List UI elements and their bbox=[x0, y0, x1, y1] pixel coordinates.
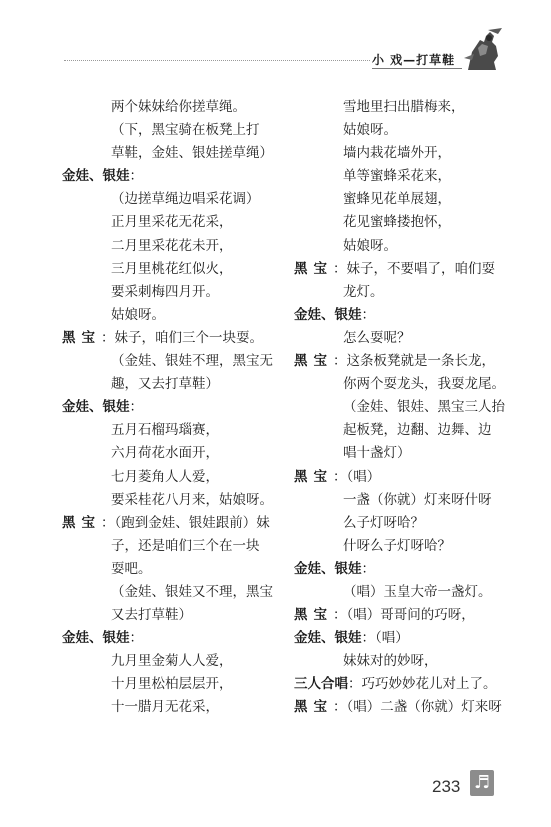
script-line bbox=[62, 327, 298, 350]
script-line bbox=[294, 211, 530, 234]
line-text: 要采刺梅四月开。 bbox=[111, 283, 219, 300]
line-text: 七月菱角人人爱， bbox=[111, 468, 219, 485]
speaker-name: 金娃、银娃 bbox=[62, 168, 130, 185]
script-line bbox=[62, 558, 298, 581]
line-text: 十一腊月无花采， bbox=[111, 699, 219, 716]
warrior-figure-icon bbox=[458, 28, 504, 72]
script-line bbox=[294, 281, 530, 304]
line-text: 要采桂花八月来，姑娘呀。 bbox=[111, 491, 273, 508]
line-text: 单等蜜蜂采花来， bbox=[343, 168, 451, 185]
line-text: 么子灯呀哈？ bbox=[343, 514, 424, 531]
script-line bbox=[294, 373, 530, 396]
script-line bbox=[62, 489, 298, 512]
script-line bbox=[62, 604, 298, 627]
line-text: 姑娘呀。 bbox=[343, 237, 397, 254]
script-line bbox=[294, 696, 530, 719]
speaker-colon: ： bbox=[129, 399, 143, 416]
line-text: 起板凳，边翻、边舞、边 bbox=[343, 422, 492, 439]
speaker-name: 三人合唱 bbox=[294, 676, 348, 693]
header-title: 小 戏—打草鞋 bbox=[372, 53, 456, 67]
line-text: 三月里桃花红似火， bbox=[111, 260, 233, 277]
script-line bbox=[294, 627, 530, 650]
line-text: （金娃、银娃又不理，黑宝 bbox=[111, 583, 273, 600]
line-text: 妹子，不要唱了，咱们耍 bbox=[346, 260, 495, 277]
script-line bbox=[294, 466, 530, 489]
line-text: 草鞋，金娃、银娃搓草绳） bbox=[111, 145, 273, 162]
speaker-colon: ： bbox=[129, 168, 143, 185]
line-text: 唱十盏灯） bbox=[343, 445, 411, 462]
script-line bbox=[294, 119, 530, 142]
line-text: 又去打草鞋） bbox=[111, 607, 192, 624]
line-text: 姑娘呀。 bbox=[111, 306, 165, 323]
line-text: 一盏（你就）灯来呀什呀 bbox=[343, 491, 492, 508]
line-text: （金娃、银娃、黑宝三人抬 bbox=[343, 399, 505, 416]
line-text: 这条板凳就是一条长龙， bbox=[346, 353, 495, 370]
speaker-name: 金娃、银娃 bbox=[62, 630, 130, 647]
line-text: （唱） bbox=[375, 630, 409, 647]
script-line bbox=[62, 211, 298, 234]
line-text: 龙灯。 bbox=[343, 283, 384, 300]
line-text: 妹子，咱们三个一块耍。 bbox=[114, 329, 263, 346]
speaker-name: 金娃、银娃 bbox=[294, 306, 362, 323]
script-line bbox=[294, 165, 530, 188]
script-line bbox=[62, 419, 298, 442]
script-line bbox=[294, 558, 530, 581]
script-line bbox=[294, 327, 530, 350]
line-text: 花见蜜蜂搂抱怀， bbox=[343, 214, 451, 231]
line-text: 趣，又去打草鞋） bbox=[111, 376, 219, 393]
line-text: （下，黑宝骑在板凳上打 bbox=[111, 122, 260, 139]
speaker-name: 金娃、银娃 bbox=[62, 399, 130, 416]
line-text: 妹妹对的妙呀， bbox=[343, 653, 438, 670]
speaker-name: 黑宝 bbox=[294, 468, 333, 485]
speaker-name: 黑宝 bbox=[62, 329, 101, 346]
speaker-name: 黑宝 bbox=[294, 607, 333, 624]
speaker-colon: ： bbox=[101, 329, 115, 346]
script-line bbox=[62, 466, 298, 489]
line-text: 二月里采花花未开， bbox=[111, 237, 233, 254]
header-dotted-rule bbox=[64, 60, 370, 61]
line-text: 姑娘呀。 bbox=[343, 122, 397, 139]
line-text: 怎么耍呢？ bbox=[343, 329, 411, 346]
script-line bbox=[62, 96, 298, 119]
script-line bbox=[62, 119, 298, 142]
script-line bbox=[62, 396, 298, 419]
line-text: （唱）二盏（你就）灯来呀 bbox=[346, 699, 502, 716]
script-line bbox=[62, 258, 298, 281]
script-line bbox=[294, 235, 530, 258]
line-text: 什呀么子灯呀哈？ bbox=[343, 537, 451, 554]
line-text: （唱） bbox=[346, 468, 381, 485]
script-line bbox=[62, 235, 298, 258]
speaker-name: 金娃、银娃 bbox=[294, 560, 362, 577]
script-line bbox=[294, 581, 530, 604]
line-text: 十月里松柏层层开， bbox=[111, 676, 233, 693]
speaker-colon: ： bbox=[361, 306, 375, 323]
script-line bbox=[62, 512, 298, 535]
script-line bbox=[62, 373, 298, 396]
script-line bbox=[62, 627, 298, 650]
script-line bbox=[62, 581, 298, 604]
script-line bbox=[62, 165, 298, 188]
script-line bbox=[62, 304, 298, 327]
left-text-column bbox=[62, 96, 298, 720]
speaker-colon: ： bbox=[333, 468, 347, 485]
line-text: （跑到金娃、银娃跟前）妹 bbox=[114, 514, 270, 531]
speaker-colon: ： bbox=[333, 260, 347, 277]
script-line bbox=[62, 696, 298, 719]
speaker-colon: ： bbox=[333, 699, 347, 716]
speaker-colon: ： bbox=[348, 676, 362, 693]
script-line bbox=[62, 188, 298, 211]
script-line bbox=[62, 650, 298, 673]
script-line bbox=[294, 512, 530, 535]
speaker-colon: ： bbox=[129, 630, 143, 647]
speaker-colon: ： bbox=[101, 514, 115, 531]
speaker-colon: ： bbox=[361, 630, 375, 647]
script-line bbox=[294, 419, 530, 442]
script-line bbox=[294, 489, 530, 512]
line-text: （金娃、银娃不理，黑宝无 bbox=[111, 353, 273, 370]
speaker-name: 黑宝 bbox=[294, 699, 333, 716]
script-line bbox=[294, 258, 530, 281]
right-text-column bbox=[294, 96, 530, 720]
script-line bbox=[294, 304, 530, 327]
script-line bbox=[294, 650, 530, 673]
speaker-colon: ： bbox=[333, 607, 347, 624]
script-line bbox=[294, 188, 530, 211]
speaker-colon: ： bbox=[361, 560, 375, 577]
line-text: （唱）哥哥问的巧呀， bbox=[346, 607, 475, 624]
speaker-name: 黑宝 bbox=[294, 353, 333, 370]
script-line bbox=[62, 281, 298, 304]
music-note-icon: ♬ bbox=[470, 770, 494, 796]
line-text: （边搓草绳边唱采花调） bbox=[111, 191, 260, 208]
script-line bbox=[62, 673, 298, 696]
script-line bbox=[294, 604, 530, 627]
script-line bbox=[294, 142, 530, 165]
script-line bbox=[294, 535, 530, 558]
line-text: 正月里采花无花采， bbox=[111, 214, 233, 231]
script-line bbox=[294, 396, 530, 419]
script-line bbox=[294, 350, 530, 373]
line-text: 两个妹妹给你搓草绳。 bbox=[111, 99, 246, 115]
script-line bbox=[62, 442, 298, 465]
page-number: 233 bbox=[432, 777, 461, 796]
line-text: （唱）玉皇大帝一盏灯。 bbox=[343, 583, 492, 600]
script-line bbox=[294, 96, 530, 119]
script-line bbox=[294, 442, 530, 465]
speaker-name: 金娃、银娃 bbox=[294, 630, 362, 647]
speaker-name: 黑宝 bbox=[62, 514, 101, 531]
script-line bbox=[62, 350, 298, 373]
line-text: 雪地里扫出腊梅来， bbox=[343, 99, 465, 115]
header-underline bbox=[372, 68, 462, 69]
line-text: 你两个耍龙头，我耍龙尾。 bbox=[343, 376, 505, 393]
script-line bbox=[294, 673, 530, 696]
line-text: 蜜蜂见花单展翅， bbox=[343, 191, 451, 208]
line-text: 六月荷花水面开， bbox=[111, 445, 219, 462]
speaker-name: 黑宝 bbox=[294, 260, 333, 277]
speaker-colon: ： bbox=[333, 353, 347, 370]
script-line bbox=[62, 535, 298, 558]
line-text: 墙内栽花墙外开， bbox=[343, 145, 451, 162]
script-line bbox=[62, 142, 298, 165]
line-text: 九月里金菊人人爱， bbox=[111, 653, 233, 670]
line-text: 耍吧。 bbox=[111, 560, 152, 577]
line-text: 五月石榴玛瑙赛， bbox=[111, 422, 219, 439]
line-text: 巧巧妙妙花儿对上了。 bbox=[361, 676, 497, 693]
line-text: 子，还是咱们三个在一块 bbox=[111, 537, 260, 554]
